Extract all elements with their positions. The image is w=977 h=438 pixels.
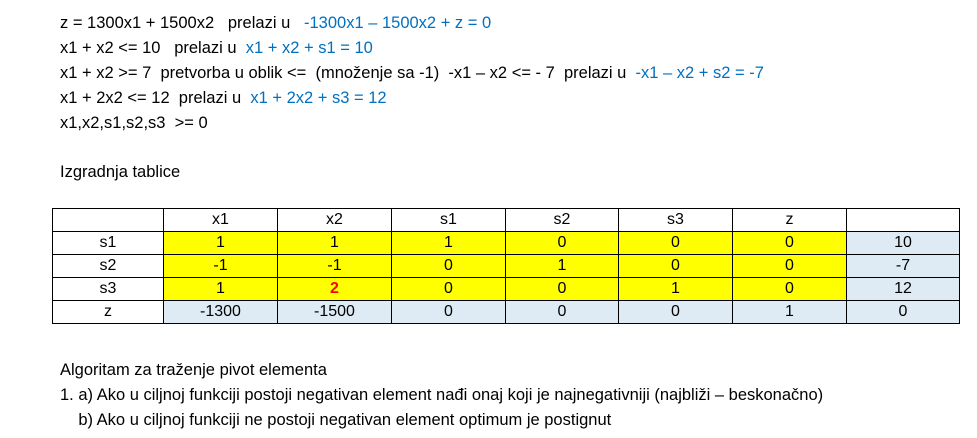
table-cell: -1 [278,255,392,278]
pivot-cell: 2 [278,278,392,301]
table-cell: 0 [392,301,506,324]
header-x1: x1 [164,209,278,232]
constraint-1-converted: x1 + x2 + s1 = 10 [245,39,373,57]
table-cell: 1 [733,301,847,324]
table-cell: 0 [392,255,506,278]
table-cell: 0 [392,278,506,301]
table-cell: 1 [506,255,619,278]
header-corner [53,209,164,232]
rhs-cell: -7 [847,255,960,278]
header-s2: s2 [506,209,619,232]
table-row-s2 [53,255,960,278]
row-label: s1 [53,232,164,255]
table-cell: 0 [733,278,847,301]
table-cell: 0 [506,232,619,255]
table-cell: 0 [619,232,733,255]
algorithm-title: Algoritam za traženje pivot elementa [60,361,327,379]
rhs-cell: 10 [847,232,960,255]
header-s1: s1 [392,209,506,232]
table-cell: -1 [164,255,278,278]
table-cell: -1500 [278,301,392,324]
table-cell: 0 [506,278,619,301]
constraint-1-line [60,38,373,58]
table-cell: 0 [733,255,847,278]
table-row-s3 [53,278,960,301]
algorithm-step-1b: b) Ako u ciljnoj funkciji ne postoji negativan element optimum je postignut [60,411,612,429]
header-rhs [847,209,960,232]
simplex-tableau [52,208,960,324]
header-z: z [733,209,847,232]
constraint-3: x1 + 2x2 <= 12 prelazi u [60,89,251,107]
table-cell: 0 [619,255,733,278]
header-s3: s3 [619,209,733,232]
header-x2: x2 [278,209,392,232]
constraint-2: x1 + x2 >= 7 pretvorba u oblik <= (množenje sa -1) -x1 – x2 <= - 7 prelazi u [60,64,636,82]
objective-line [60,13,491,33]
rhs-cell: 12 [847,278,960,301]
table-cell: 1 [392,232,506,255]
table-cell: 0 [619,301,733,324]
constraint-2-line [60,63,764,83]
row-label: s2 [53,255,164,278]
constraint-1: x1 + x2 <= 10 prelazi u [60,39,246,57]
nonnegativity-line [60,113,208,133]
table-row-z [53,301,960,324]
table-cell: 1 [619,278,733,301]
objective-function: z = 1300x1 + 1500x2 prelazi u [60,14,304,32]
section-heading: Izgradnja tablice [60,163,181,181]
table-cell: 1 [164,232,278,255]
table-cell: 0 [733,232,847,255]
row-label: s3 [53,278,164,301]
table-cell: 1 [164,278,278,301]
table-header-row [53,209,960,232]
algorithm-step-1a: 1. a) Ako u ciljnoj funkciji postoji negativan element nađi onaj koji je najnegativniji (najbliži – beskonačno) [60,386,824,404]
table-cell: 0 [506,301,619,324]
constraint-2-converted: -x1 – x2 + s2 = -7 [635,64,764,82]
objective-converted: -1300x1 – 1500x2 + z = 0 [304,14,492,32]
constraint-3-converted: x1 + 2x2 + s3 = 12 [250,89,387,107]
row-label: z [53,301,164,324]
nonnegativity-constraint: x1,x2,s1,s2,s3 >= 0 [60,114,208,132]
table-cell: -1300 [164,301,278,324]
rhs-cell: 0 [847,301,960,324]
table-cell: 1 [278,232,392,255]
constraint-3-line [60,88,387,108]
table-row-s1 [53,232,960,255]
